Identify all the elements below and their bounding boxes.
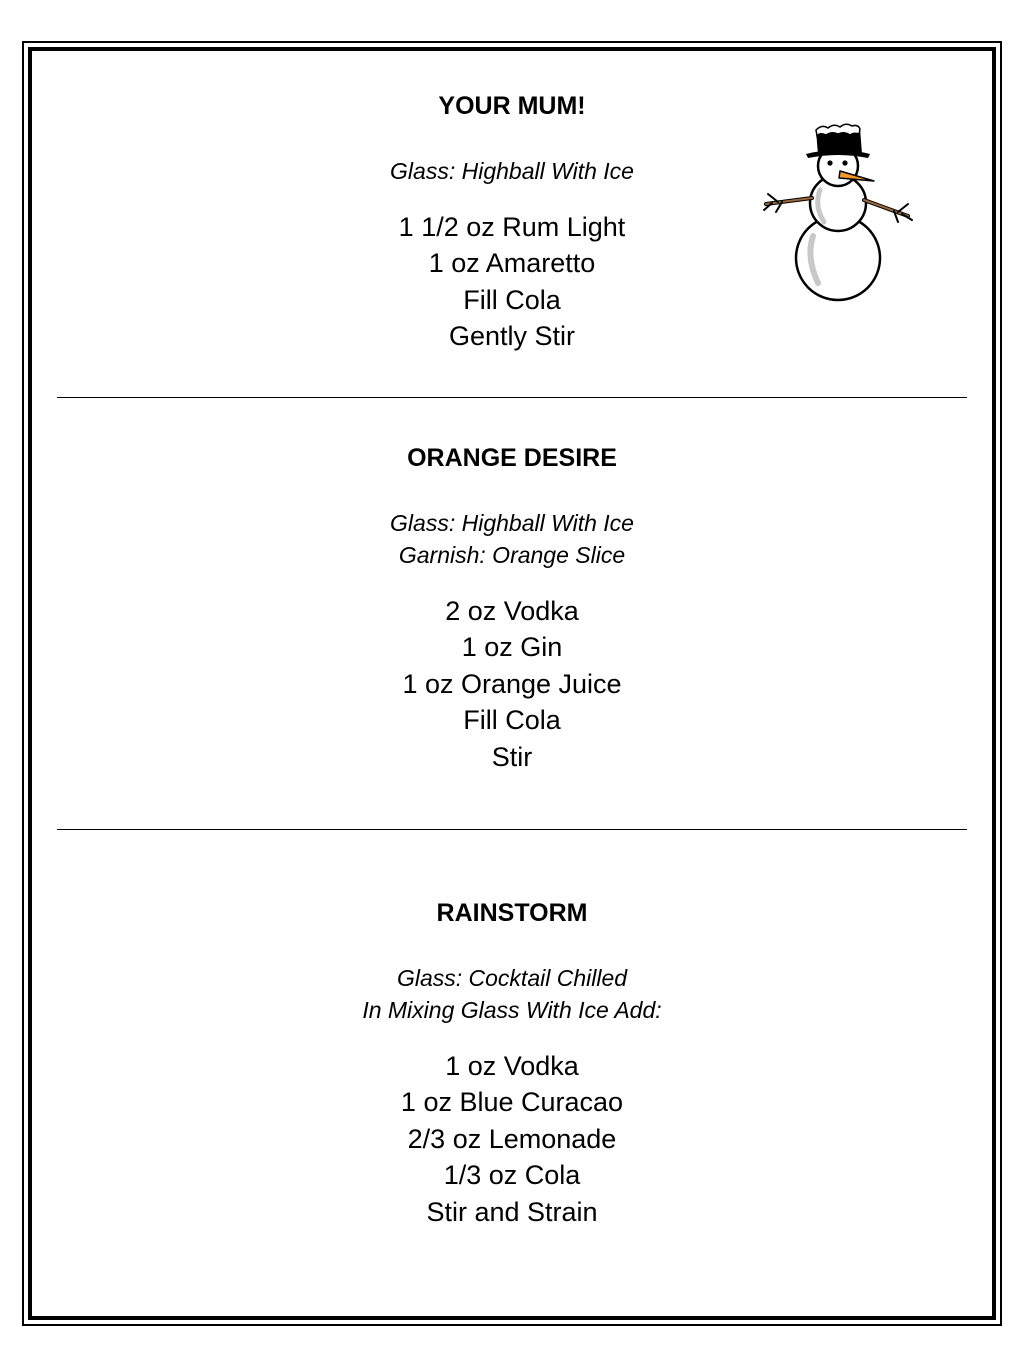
recipe-title: ORANGE DESIRE	[407, 444, 617, 472]
ingredient-line: 1 oz Blue Curacao	[400, 1087, 624, 1118]
recipe-glass: Glass: Highball With Ice	[390, 510, 634, 536]
ingredient-line: 1 oz Gin	[461, 632, 563, 663]
recipe-glass: Glass: Highball With Ice	[390, 158, 634, 184]
section-divider	[57, 829, 967, 830]
ingredient-line: 1 oz Amaretto	[428, 248, 596, 279]
recipe-garnish: Garnish: Orange Slice	[398, 542, 626, 568]
section-divider	[57, 397, 967, 398]
ingredient-line: Fill Cola	[463, 705, 561, 736]
recipe-rainstorm	[0, 898, 1024, 1230]
recipe-method: In Mixing Glass With Ice Add:	[362, 997, 662, 1023]
ingredient-line: Stir and Strain	[426, 1196, 598, 1227]
ingredient-line: 1 oz Orange Juice	[402, 668, 622, 699]
snowman-icon	[758, 118, 918, 303]
ingredient-line: 1 oz Vodka	[445, 1051, 579, 1081]
ingredient-line: 2 oz Vodka	[445, 596, 579, 626]
recipe-orange-desire	[0, 443, 1024, 775]
ingredient-line: 2/3 oz Lemonade	[407, 1123, 617, 1154]
ingredient-line: Fill Cola	[463, 284, 561, 315]
ingredient-line: 1/3 oz Cola	[443, 1160, 581, 1191]
ingredient-line: 1 1/2 oz Rum Light	[398, 212, 626, 242]
ingredient-line: Stir	[491, 741, 533, 772]
ingredient-line: Gently Stir	[448, 321, 576, 352]
recipe-title: YOUR MUM!	[438, 92, 586, 120]
recipe-glass: Glass: Cocktail Chilled	[396, 965, 628, 991]
recipe-title: RAINSTORM	[436, 899, 588, 927]
